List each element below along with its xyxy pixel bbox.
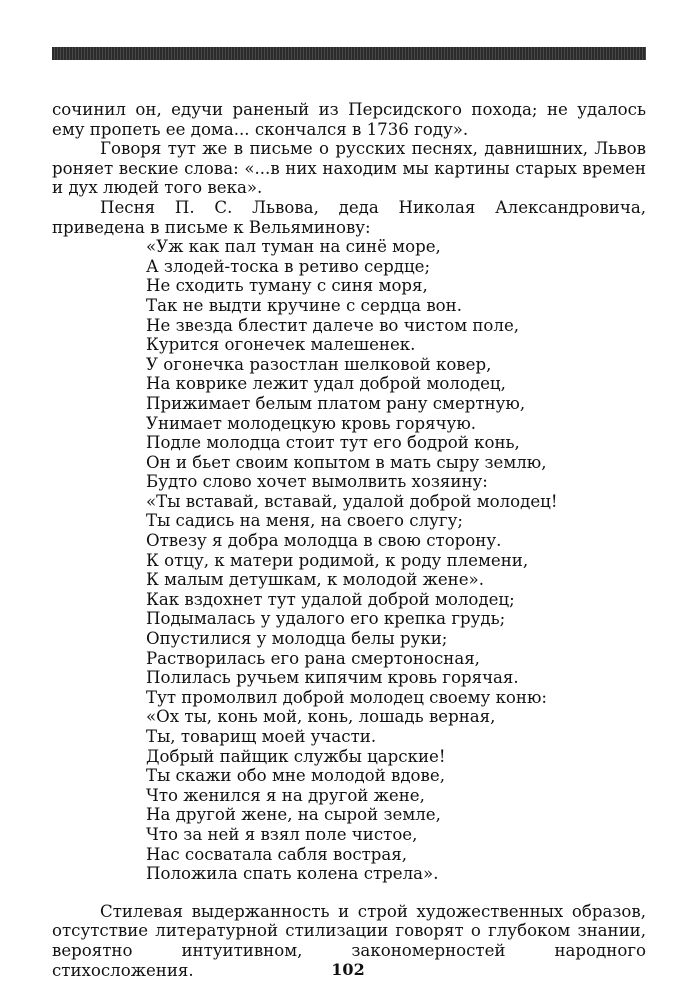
poem-line: Ты скажи обо мне молодой вдове, <box>146 766 445 786</box>
poem-line: «Ты вставай, вставай, удалой доброй молодец! <box>146 491 558 511</box>
spacer <box>52 884 646 902</box>
top-decorative-rule <box>52 47 646 60</box>
poem-line: Так не выдти кручине с сердца вон. <box>146 295 463 315</box>
page-number: 102 <box>331 960 365 979</box>
poem-line: К отцу, к матери родимой, к роду племени, <box>146 550 529 570</box>
poem-line: К малым детушкам, к молодой жене». <box>146 570 484 590</box>
poem-line: Будто слово хочет вымолвить хозяину: <box>146 472 488 492</box>
poem-line: Не сходить туману с синя моря, <box>146 276 428 296</box>
poem-line: На другой жене, на сырой земле, <box>146 805 441 825</box>
poem-line: «Ох ты, конь мой, конь, лошадь верная, <box>146 707 496 727</box>
poem-line: Добрый пайщик службы царские! <box>146 746 446 766</box>
poem-line: Нас сосватала сабля вострая, <box>146 844 408 864</box>
paragraph-song-intro: Песня П. С. Львова, деда Николая Александровича, приведена в письме к Вельяминову: <box>52 197 646 237</box>
poem-line: Унимает молодецкую кровь горячую. <box>146 413 477 433</box>
paragraph-conclusion: Стилевая выдержанность и строй художественных образов, отсутствие литературной стилизации говорят о глубоком знании, вероятно интуитивном, закономерностей народного стихосложения. <box>52 901 646 980</box>
poem-line: Не звезда блестит далече во чистом поле, <box>146 315 520 335</box>
poem-line: Отвезу я добра молодца в свою сторону. <box>146 531 502 551</box>
poem-line: Растворилась его рана смертоносная, <box>146 648 480 668</box>
poem-line: Полилась ручьем кипячим кровь горячая. <box>146 668 519 688</box>
poem-line: Подле молодца стоит тут его бодрой конь, <box>146 433 520 453</box>
poem-line: «Уж как пал туман на синё море, <box>146 237 441 257</box>
poem-line: Что за ней я взял поле чистое, <box>146 824 418 844</box>
poem-line: Опустилися у молодца белы руки; <box>146 629 448 649</box>
poem-line: Что женился я на другой жене, <box>146 785 425 805</box>
paragraph-lvov-quote: Говоря тут же в письме о русских песнях, давнишних, Львов роняет веские слова: «...в них находим мы картины старых времен и дух людей того века». <box>52 139 646 198</box>
poem-line: Он и бьет своим копытом в мать сыру землю, <box>146 452 547 472</box>
poem-line: Подымалась у удалого его крепка грудь; <box>146 609 506 629</box>
page-body <box>52 100 646 980</box>
paragraph-continuation: сочинил он, едучи раненый из Персидского похода; не удалось ему пропеть ее дома... скончался в 1736 году». <box>52 100 646 139</box>
poem-line: Как вздохнет тут удалой доброй молодец; <box>146 589 515 609</box>
song-poem <box>52 237 646 884</box>
poem-line: Тут промолвил доброй молодец своему коню: <box>146 687 548 707</box>
poem-line: На коврике лежит удал доброй молодец, <box>146 374 506 394</box>
poem-line: Курится огонечек малешенек. <box>146 335 416 355</box>
poem-line: А злодей-тоска в ретиво сердце; <box>146 256 431 276</box>
poem-line: Прижимает белым платом рану смертную, <box>146 393 526 413</box>
poem-line: Ты садись на меня, на своего слугу; <box>146 511 463 531</box>
poem-line: Ты, товарищ моей участи. <box>146 727 377 746</box>
poem-line: Положила спать колена стрела». <box>146 864 439 884</box>
poem-line: У огонечка разостлан шелковой ковер, <box>146 354 492 374</box>
